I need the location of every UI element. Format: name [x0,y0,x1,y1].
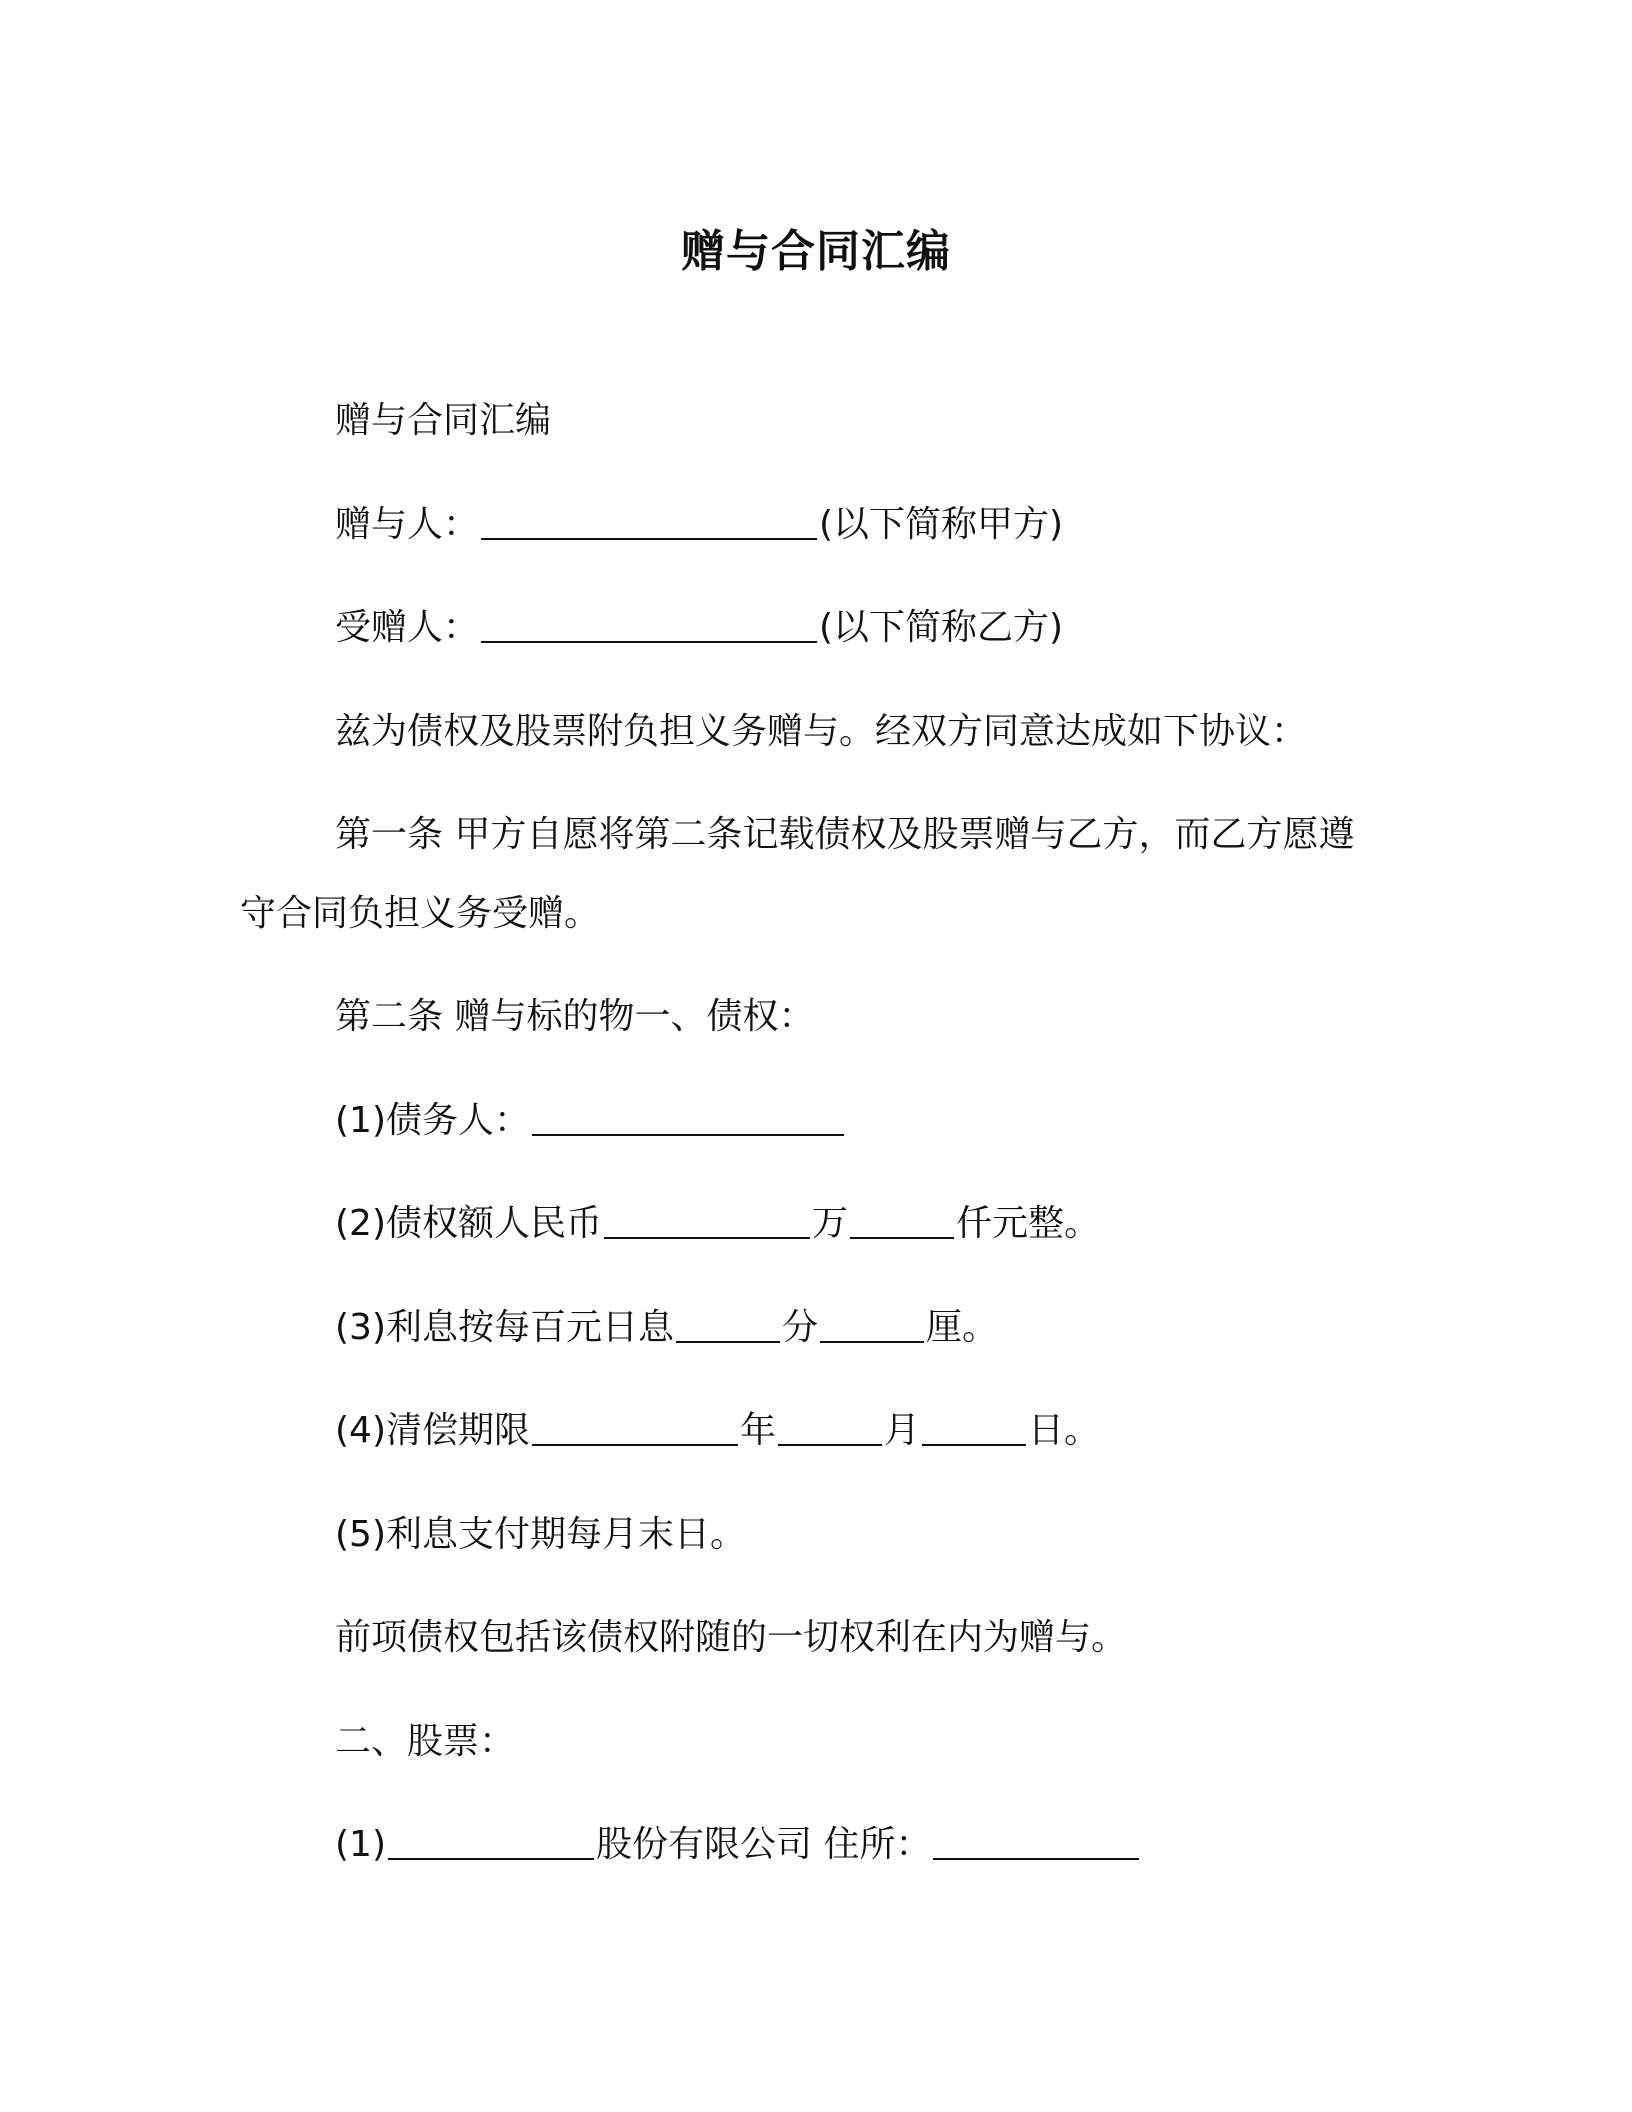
item3-suffix: 厘。 [926,1307,999,1348]
stock-section-heading: 二、股票： [335,1721,516,1762]
amount-wan-blank [604,1203,810,1239]
item2-suffix: 仟元整。 [956,1203,1101,1244]
stock1-mid: 股份有限公司 住所： [596,1824,932,1865]
item4-prefix: (4)清偿期限 [335,1410,530,1451]
interest-li-blank [820,1307,924,1343]
intro-paragraph: 兹为债权及股票附负担义务赠与。经双方同意达成如下协议： [335,711,1308,752]
item3-prefix: (3)利息按每百元日息 [335,1307,674,1348]
article1-line2: 守合同负担义务受赠。 [240,893,601,934]
item1-label: (1)债务人： [335,1100,530,1141]
year-blank [532,1410,738,1446]
donee-line [335,603,1063,653]
item5-line: (5)利息支付期每月末日。 [335,1514,746,1555]
rights-clause: 前项债权包括该债权附随的一切权利在内为赠与。 [335,1617,1128,1658]
debtor-blank [532,1100,844,1136]
article1-line1: 第一条 甲方自愿将第二条记载债权及股票赠与乙方，而乙方愿遵 [335,814,1355,855]
donor-line [335,500,1063,550]
item4-year: 年 [740,1410,777,1451]
item4-line [335,1406,1100,1456]
interest-fen-blank [676,1307,780,1343]
item4-day: 日。 [1028,1410,1101,1451]
donor-blank [481,504,817,540]
company-name-blank [388,1824,594,1860]
subtitle: 赠与合同汇编 [335,400,552,441]
item1-line [335,1096,846,1146]
article2-heading: 第二条 赠与标的物一、债权： [335,996,815,1037]
item3-line [335,1303,998,1353]
document-title: 赠与合同汇编 [681,226,951,277]
item2-prefix: (2)债权额人民币 [335,1203,602,1244]
item4-month: 月 [884,1410,921,1451]
month-blank [778,1410,882,1446]
address-blank [933,1824,1139,1860]
donor-suffix: (以下简称甲方) [819,504,1064,545]
donee-label: 受赠人： [335,607,480,648]
item3-mid: 分 [782,1307,819,1348]
day-blank [922,1410,1026,1446]
item2-line [335,1199,1100,1249]
stock1-prefix: (1) [335,1824,386,1865]
amount-qian-blank [850,1203,954,1239]
donee-blank [481,607,817,643]
item2-mid: 万 [812,1203,849,1244]
donee-suffix: (以下简称乙方) [819,607,1064,648]
stock1-line [335,1820,1141,1870]
donor-label: 赠与人： [335,504,480,545]
